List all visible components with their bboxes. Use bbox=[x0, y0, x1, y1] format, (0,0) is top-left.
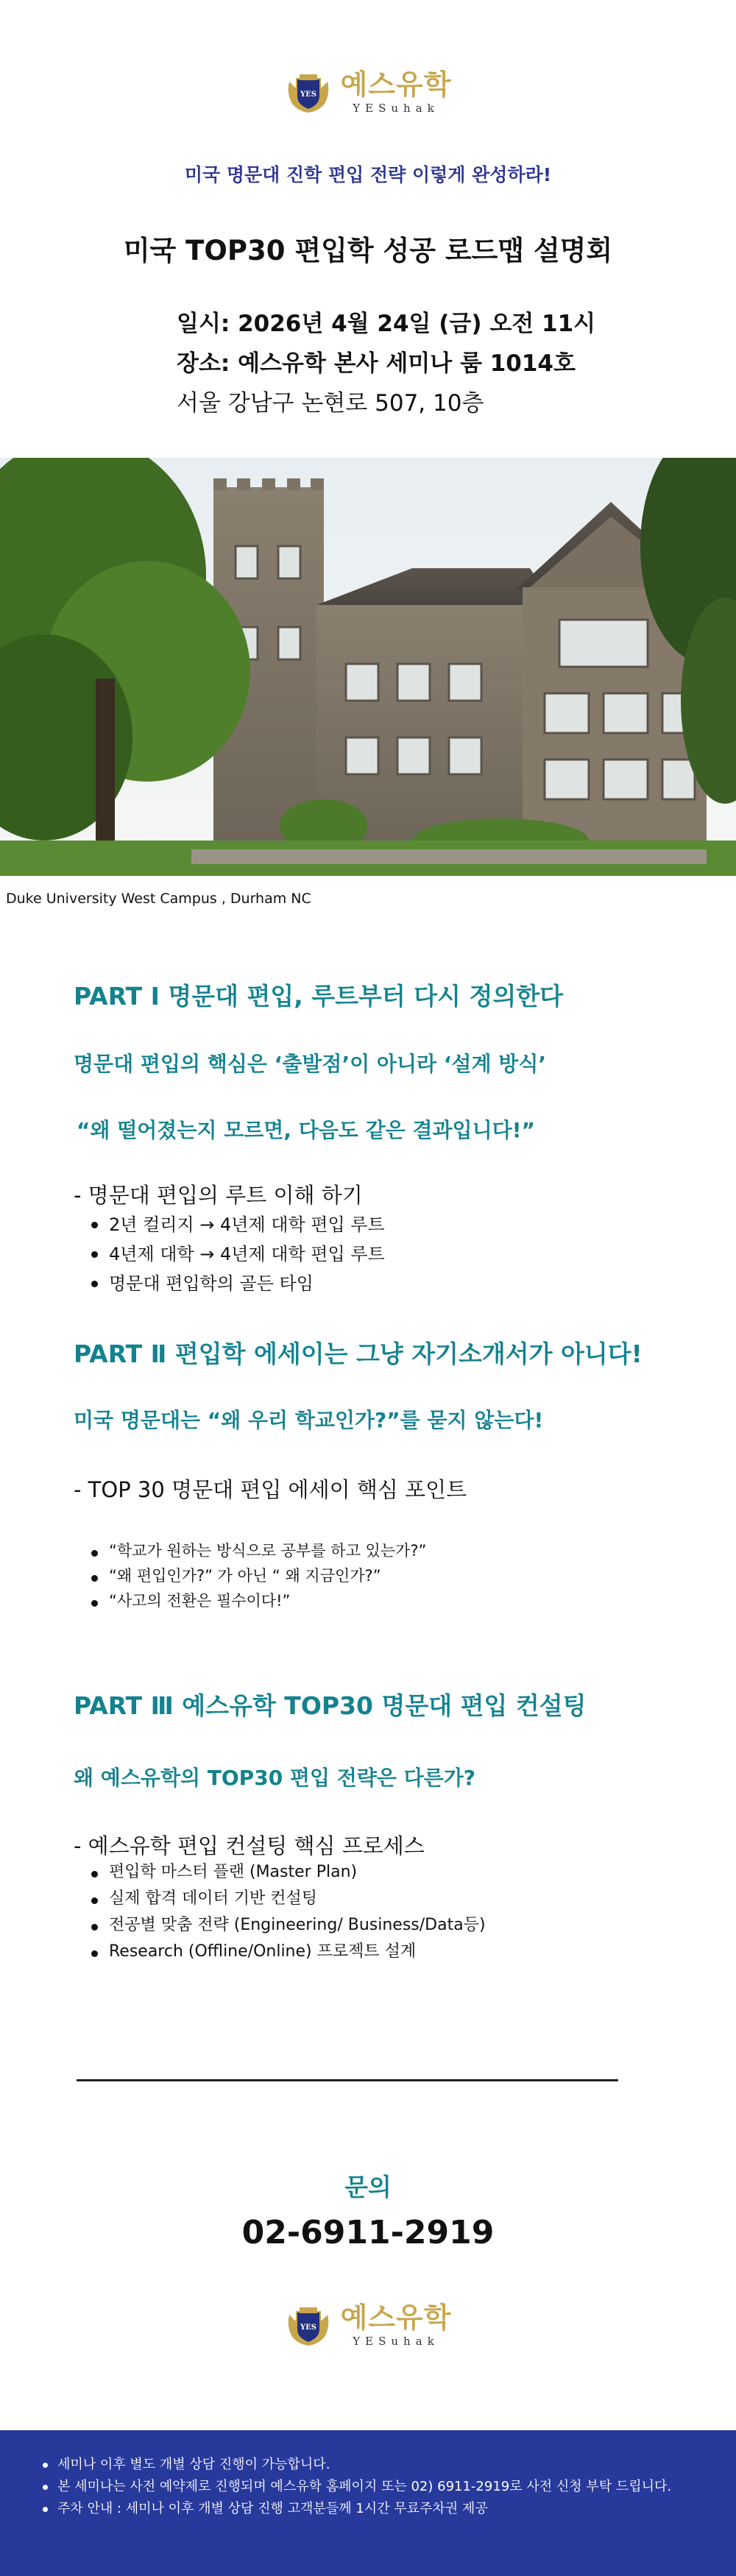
list-item: “사고의 전환은 필수이다!” bbox=[88, 1588, 426, 1613]
part1-title: PART Ⅰ 명문대 편입, 루트부터 다시 정의한다 bbox=[74, 982, 564, 1011]
part3-heading: - 예스유학 편입 컨설팅 핵심 프로세스 bbox=[74, 1833, 425, 1858]
footer-note: 세미나 이후 별도 개별 상담 진행이 가능합니다. bbox=[41, 2454, 736, 2476]
logo-english-text: YESuhak bbox=[353, 102, 439, 115]
part2-bullet-list bbox=[88, 1538, 426, 1613]
crest-logo-icon bbox=[285, 71, 332, 114]
bottom-logo bbox=[0, 2301, 736, 2348]
contact-phone-number[interactable]: 02-6911-2919 bbox=[241, 2214, 495, 2251]
footer-note-list bbox=[41, 2454, 736, 2520]
list-item: 전공별 맞춤 전략 (Engineering/ Business/Data등) bbox=[88, 1912, 486, 1939]
list-item: 2년 컬리지 → 4년제 대학 편입 루트 bbox=[88, 1210, 385, 1239]
list-item: “왜 편입인가?” 가 아닌 “ 왜 지금인가?” bbox=[88, 1563, 426, 1588]
list-item: 명문대 편입학의 골든 타임 bbox=[88, 1269, 385, 1298]
part2-heading: - TOP 30 명문대 편입 에세이 핵심 포인트 bbox=[74, 1477, 467, 1502]
crest-logo-icon bbox=[285, 2304, 332, 2347]
list-item: 편입학 마스터 플랜 (Master Plan) bbox=[88, 1859, 486, 1886]
section-divider bbox=[77, 2079, 618, 2081]
footer-note: 주차 안내 : 세미나 이후 개별 상담 진행 고객분들께 1시간 무료주차권 제공 bbox=[41, 2498, 736, 2520]
part2-title: PART Ⅱ 편입학 에세이는 그냥 자기소개서가 아니다! bbox=[74, 1340, 643, 1368]
svg-text:YES: YES bbox=[300, 2323, 316, 2332]
logo-korean-text: 예스유학 bbox=[340, 2301, 452, 2334]
part3-subheading: 왜 예스유학의 TOP30 편입 전략은 다른가? bbox=[74, 1766, 476, 1790]
part3-bullet-list bbox=[88, 1859, 486, 1965]
photo-caption: Duke University West Campus , Durham NC bbox=[6, 891, 311, 907]
logo-korean-text: 예스유학 bbox=[340, 68, 452, 101]
part1-bullet-list bbox=[88, 1210, 385, 1298]
footer-note: 본 세미나는 사전 예약제로 진행되며 예스유학 홈페이지 또는 02) 6911-2919로 사전 신청 부탁 드립니다. bbox=[41, 2476, 736, 2498]
event-address: 서울 강남구 논현로 507, 10층 bbox=[177, 390, 484, 417]
part1-subheading: 명문대 편입의 핵심은 ‘출발점’이 아니라 ‘설계 방식’ bbox=[74, 1052, 546, 1076]
list-item: Research (Offline/Online) 프로젝트 설계 bbox=[88, 1939, 486, 1965]
event-date: 일시: 2026년 4월 24일 (금) 오전 11시 bbox=[177, 311, 596, 337]
top-logo bbox=[0, 68, 736, 115]
campus-photo bbox=[0, 458, 736, 876]
part1-quote: “왜 떨어졌는지 모르면, 다음도 같은 결과입니다!” bbox=[77, 1118, 535, 1142]
list-item: 실제 합격 데이터 기반 컨설팅 bbox=[88, 1886, 486, 1912]
contact-label: 문의 bbox=[344, 2173, 392, 2201]
footer-notice bbox=[0, 2430, 736, 2576]
list-item: “학교가 원하는 방식으로 공부를 하고 있는가?” bbox=[88, 1538, 426, 1563]
event-subtitle: 미국 명문대 진학 편입 전략 이렇게 완성하라! bbox=[184, 164, 552, 185]
list-item: 4년제 대학 → 4년제 대학 편입 루트 bbox=[88, 1239, 385, 1269]
svg-text:YES: YES bbox=[300, 90, 316, 99]
event-title: 미국 TOP30 편입학 성공 로드맵 설명회 bbox=[123, 235, 613, 266]
part3-title: PART Ⅲ 예스유학 TOP30 명문대 편입 컨설팅 bbox=[74, 1691, 587, 1720]
logo-english-text: YESuhak bbox=[353, 2335, 439, 2348]
part1-heading: - 명문대 편입의 루트 이해 하기 bbox=[74, 1183, 363, 1208]
event-place: 장소: 예스유학 본사 세미나 룸 1014호 bbox=[177, 350, 576, 377]
part2-subheading: 미국 명문대는 “왜 우리 학교인가?”를 묻지 않는다! bbox=[74, 1408, 544, 1432]
